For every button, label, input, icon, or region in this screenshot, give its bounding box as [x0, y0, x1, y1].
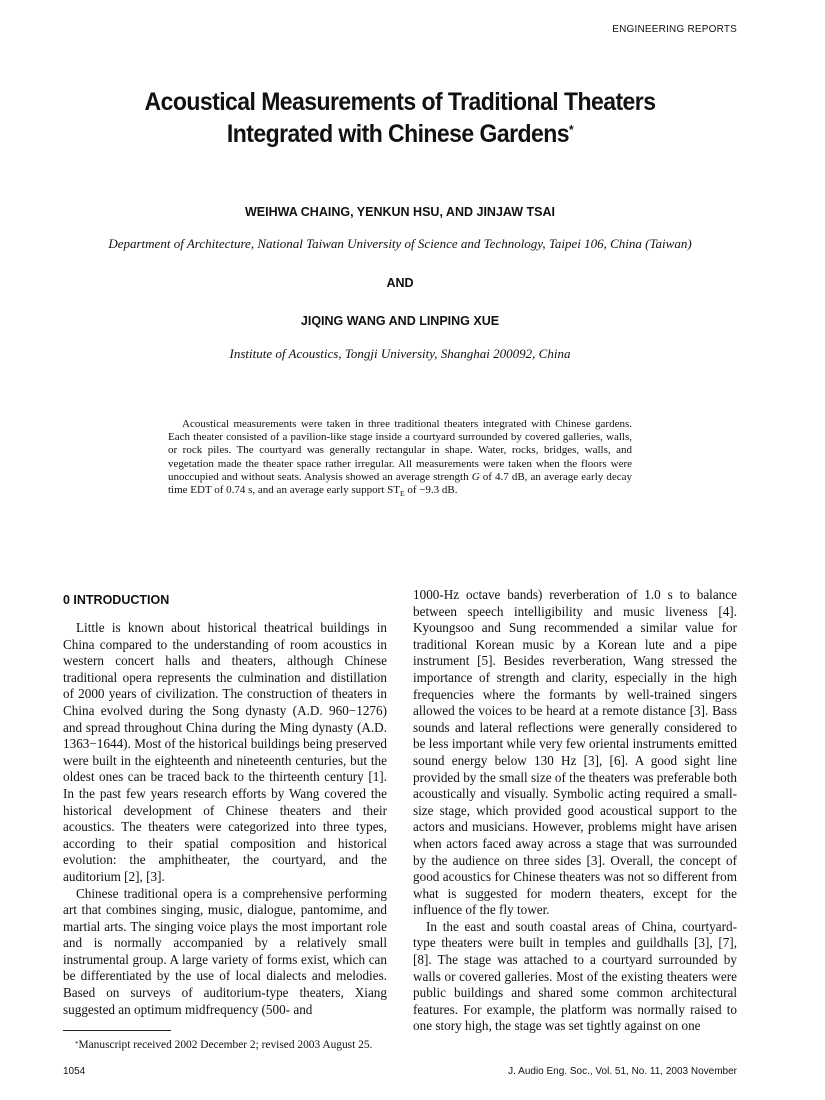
abstract-part-2: of 4.7 dB, an average early decay time EDT of 0.74 s, and an average early support ST — [168, 470, 632, 497]
left-column — [63, 620, 387, 1018]
right-column — [413, 587, 737, 1035]
affiliation-2: Institute of Acoustics, Tongji University, Shanghai 200092, China — [229, 346, 571, 361]
footnote-rule — [63, 1030, 171, 1031]
abstract-part-3: of −9.3 dB. — [404, 484, 458, 497]
title-line-2: Integrated with Chinese Gardens — [226, 120, 569, 148]
left-paragraph-1: Little is known about historical theatrical buildings in China compared to the understanding of room acoustics in western concert halls and theaters, although Chinese traditional opera represents the culmination and distillation of 2000 years of civilization. The construction of theaters in China evolved during the Song dynasty (A.D. 960−1276) and spread throughout China during the Ming dynasty (A.D. 1363−1644). Most of the historical buildings being preserved were built in the eighteenth and nineteenth centuries, but the oldest ones can be traced back to the thirteenth century [1]. In the past few years research efforts by Wang covered the historical development of Chinese theaters and their acoustics. The theaters were categorized into three types, according to their spatial composition and historical evolution: the amphitheater, the courtyard, and the auditorium [2], [3]. — [63, 620, 387, 884]
footnote — [75, 1038, 387, 1052]
section-heading-introduction: 0 INTRODUCTION — [63, 593, 170, 607]
abstract-st-subscript: E — [399, 489, 405, 499]
paper-title — [87, 86, 713, 150]
title-line-1: Acoustical Measurements of Traditional Theaters — [144, 88, 656, 116]
left-paragraph-2: Chinese traditional opera is a comprehensive performing art that combines singing, music, dialogue, pantomime, and martial arts. The singing voice plays the most important role and is normally accompanied by a relatively small instrumental group. A large variety of forms exist, which can be differentiated by the use of local dialects and melodies. Based on surveys of auditorium-type theaters, Xiang suggested an optimum midfrequency (500- and — [63, 885, 387, 1017]
affiliation-1: Department of Architecture, National Taiwan University of Science and Technology, Taipei 106, China (Taiwan) — [108, 236, 692, 251]
and-separator: AND — [386, 276, 414, 290]
authors-group-2: JIQING WANG AND LINPING XUE — [300, 314, 500, 328]
footnote-marker: * — [75, 1040, 79, 1048]
abstract-strength-symbol: G — [471, 470, 480, 483]
authors-group-1: WEIHWA CHAING, YENKUN HSU, AND JINJAW TSAI — [245, 205, 555, 219]
running-head: ENGINEERING REPORTS — [612, 24, 737, 35]
right-paragraph-2: In the east and south coastal areas of China, courtyard-type theaters were built in temples and guildhalls [3], [7], [8]. The stage was attached to a courtyard surrounded by walls or covered galleries. Most of the existing theaters were public buildings and shared some common architectural features. For example, the platform was normally raised to one story high, the stage was set tightly against on one — [413, 918, 737, 1034]
page-number: 1054 — [63, 1066, 86, 1077]
abstract — [168, 418, 632, 500]
right-paragraph-1: 1000-Hz octave bands) reverberation of 1.0 s to balance between speech intelligibility and music liveness [4]. Kyoungsoo and Sung recommended a similar value for traditional Korean music by a Korean lute and a pipe instrument [5]. Besides reverberation, Wang stressed the importance of strength and clarity, especially in the high frequencies where the formants by well-trained singers allowed the voices to be heard at a remote distance [3]. Bass sounds and lateral reflections were generally considered to be less important while very few oriental instruments emitted sound energy below 130 Hz [3], [6]. A good sight line provided by the small size of the theaters was preferable both acoustically and visually. Symbolic acting required a small-size stage, which provided good acoustical support to the actors and musicians. However, problems might have arisen when actors faced away across a stage that was surrounded by the audience on three sides [3]. Overall, the concept of good acoustics for Chinese theaters was not so different from what is suggested for modern theaters, except for the influence of the fly tower. — [413, 587, 737, 918]
abstract-part-1: Acoustical measurements were taken in three traditional theaters integrated with Chinese gardens. Each theater consisted of a pavilion-like stage inside a courtyard surrounded by covered galleries, walls, or rock piles. The courtyard was generally rectangular in shape. Water, rocks, bridges, walls, and vegetation made the theater space rather irregular. All measurements were taken when the floors were unoccupied and without seats. Analysis showed an average strength — [168, 418, 632, 483]
footnote-text: Manuscript received 2002 December 2; revised 2003 August 25. — [78, 1039, 373, 1051]
footer-journal-citation: J. Audio Eng. Soc., Vol. 51, No. 11, 2003 November — [508, 1066, 737, 1077]
title-footnote-marker: * — [568, 122, 574, 137]
